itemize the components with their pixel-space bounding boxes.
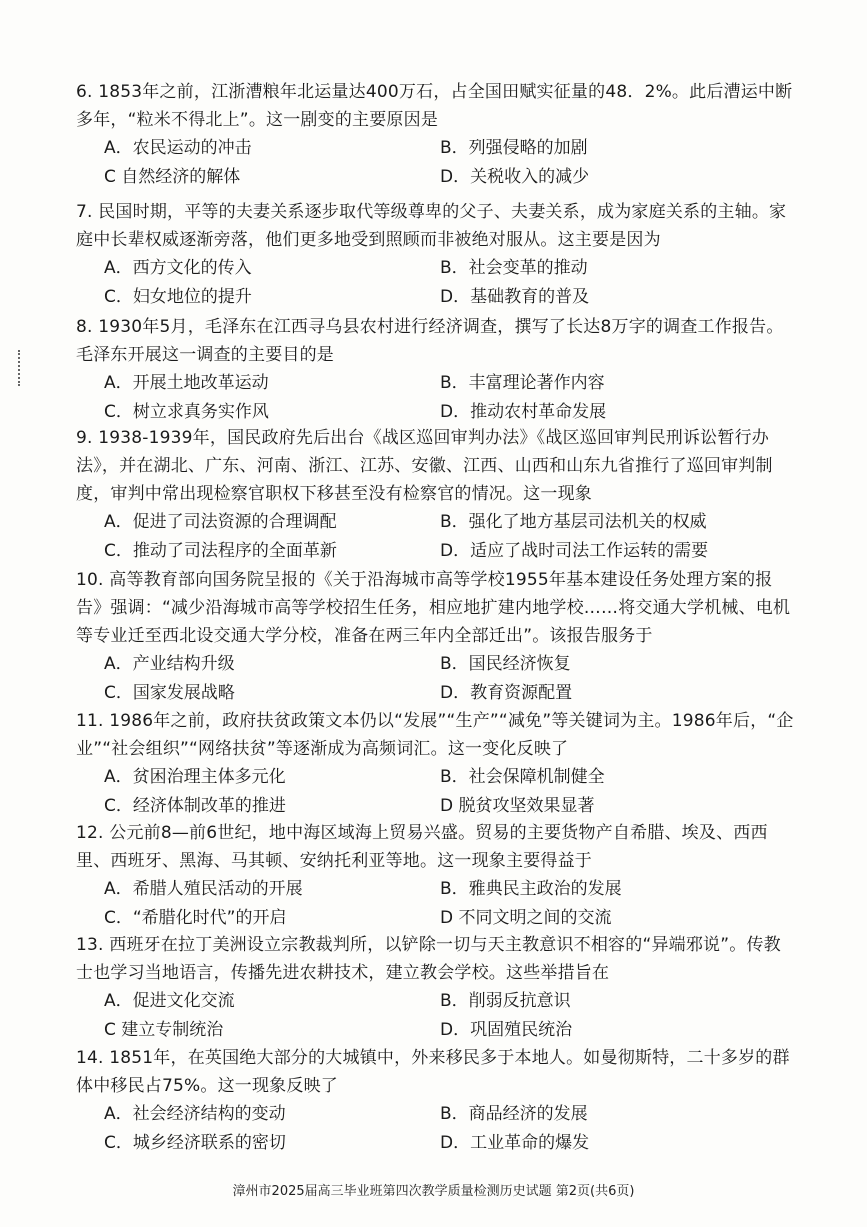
- option-a: A．促进文化交流: [104, 991, 235, 1011]
- options: [104, 875, 796, 932]
- option-c: C．妇女地位的提升: [104, 286, 252, 307]
- options: [104, 134, 796, 191]
- option-a: A．贫困治理主体多元化: [104, 767, 286, 787]
- option-a: A．促进了司法资源的合理调配: [104, 512, 337, 532]
- options: [104, 763, 796, 820]
- option-c: C．经济体制改革的推进: [104, 795, 286, 816]
- question-13: [76, 931, 796, 1044]
- question-stem: 11. 1986年之前，政府扶贫政策文本仍以“发展”“生产”“减免”等关键词为主。1986年后，“企业”“社会组织”“网络扶贫”等逐渐成为高频词汇。这一变化反映了: [76, 711, 794, 759]
- option-d: D 脱贫攻坚效果显著: [440, 795, 595, 816]
- option-a: A．开展土地改革运动: [104, 373, 269, 393]
- question-12: [76, 819, 796, 932]
- option-c: C 建立专制统治: [104, 1019, 224, 1040]
- question-stem: 7. 民国时期，平等的夫妻关系逐步取代等级尊卑的父子、夫妻关系，成为家庭关系的主轴。家庭中长辈权威逐渐旁落，他们更多地受到照顾而非被绝对服从。这主要是因为: [76, 202, 787, 250]
- question-7: [76, 198, 796, 311]
- option-c: C．城乡经济联系的密切: [104, 1132, 286, 1153]
- option-b: B．削弱反抗意识: [440, 991, 571, 1011]
- options: [104, 369, 796, 426]
- question-8: [76, 313, 796, 426]
- option-d: D．巩固殖民统治: [440, 1019, 573, 1040]
- option-d: D．推动农村革命发展: [440, 401, 607, 422]
- question-stem: 14. 1851年，在英国绝大部分的大城镇中，外来移民多于本地人。如曼彻斯特，二十多岁的群体中移民占75%。这一现象反映了: [76, 1048, 790, 1096]
- option-c: C．国家发展战略: [104, 682, 235, 703]
- option-c: C 自然经济的解体: [104, 166, 241, 187]
- option-c: C．“希腊化时代”的开启: [104, 907, 287, 928]
- page-footer: 漳州市2025届高三毕业班第四次教学质量检测历史试题 第2页(共6页): [232, 1184, 635, 1199]
- option-a: A．产业结构升级: [104, 654, 235, 674]
- option-b: B．国民经济恢复: [440, 654, 571, 674]
- option-b: B．雅典民主政治的发展: [440, 879, 622, 899]
- question-stem: 9. 1938-1939年，国民政府先后出台《战区巡回审判办法》《战区巡回审判民刑诉讼暂行办法》，并在湖北、广东、河南、浙江、江苏、安徽、江西、山西和山东九省推行了巡回审判制度，审判中常出现检察官职权下移甚至没有检察官的情况。这一现象: [76, 428, 773, 504]
- binding-margin-mark: [18, 350, 26, 386]
- option-b: B．商品经济的发展: [440, 1104, 588, 1124]
- option-a: A．农民运动的冲击: [104, 138, 252, 158]
- question-11: [76, 707, 796, 820]
- question-stem: 10. 高等教育部向国务院呈报的《关于沿海城市高等学校1955年基本建设任务处理方案的报告》强调：“减少沿海城市高等学校招生任务，相应地扩建内地学校……将交通大学机械、电机等专业迁至西北设交通大学分校，准备在两三年内全部迁出”。该报告服务于: [76, 570, 791, 646]
- option-b: B．强化了地方基层司法机关的权威: [440, 512, 707, 532]
- options: [104, 254, 796, 311]
- option-b: B．列强侵略的加剧: [440, 138, 588, 158]
- question-stem: 12. 公元前8—前6世纪，地中海区域海上贸易兴盛。贸易的主要货物产自希腊、埃及、西西里、西班牙、黑海、马其顿、安纳托利亚等地。这一现象主要得益于: [76, 823, 768, 871]
- option-a: A．希腊人殖民活动的开展: [104, 879, 303, 899]
- options: [104, 508, 796, 565]
- option-b: B．社会变革的推动: [440, 258, 588, 278]
- question-stem: 8. 1930年5月，毛泽东在江西寻乌县农村进行经济调查，撰写了长达8万字的调查工作报告。毛泽东开展这一调查的主要目的是: [76, 317, 784, 365]
- question-stem: 6. 1853年之前，江浙漕粮年北运量达400万石，占全国田赋实征量的48．2%。此后漕运中断多年，“粒米不得北上”。这一剧变的主要原因是: [76, 82, 793, 130]
- question-stem: 13. 西班牙在拉丁美洲设立宗教裁判所，以铲除一切与天主教意识不相容的“异端邪说”。传教士也学习当地语言，传播先进农耕技术，建立教会学校。这些举措旨在: [76, 935, 781, 983]
- options: [104, 987, 796, 1044]
- question-14: [76, 1044, 796, 1157]
- options: [104, 650, 796, 707]
- option-a: A．社会经济结构的变动: [104, 1104, 286, 1124]
- option-a: A．西方文化的传入: [104, 258, 252, 278]
- option-b: B．社会保障机制健全: [440, 767, 605, 787]
- question-6: [76, 78, 796, 191]
- option-d: D．适应了战时司法工作运转的需要: [440, 540, 709, 561]
- option-b: B．丰富理论著作内容: [440, 373, 605, 393]
- question-9: [76, 424, 796, 565]
- option-c: C．树立求真务实作风: [104, 401, 269, 422]
- options: [104, 1100, 796, 1157]
- option-c: C．推动了司法程序的全面革新: [104, 540, 337, 561]
- option-d: D．教育资源配置: [440, 682, 573, 703]
- option-d: D．工业革命的爆发: [440, 1132, 590, 1153]
- option-d: D 不同文明之间的交流: [440, 907, 612, 928]
- option-d: D．基础教育的普及: [440, 286, 590, 307]
- question-10: [76, 566, 796, 707]
- option-d: D．关税收入的减少: [440, 166, 590, 187]
